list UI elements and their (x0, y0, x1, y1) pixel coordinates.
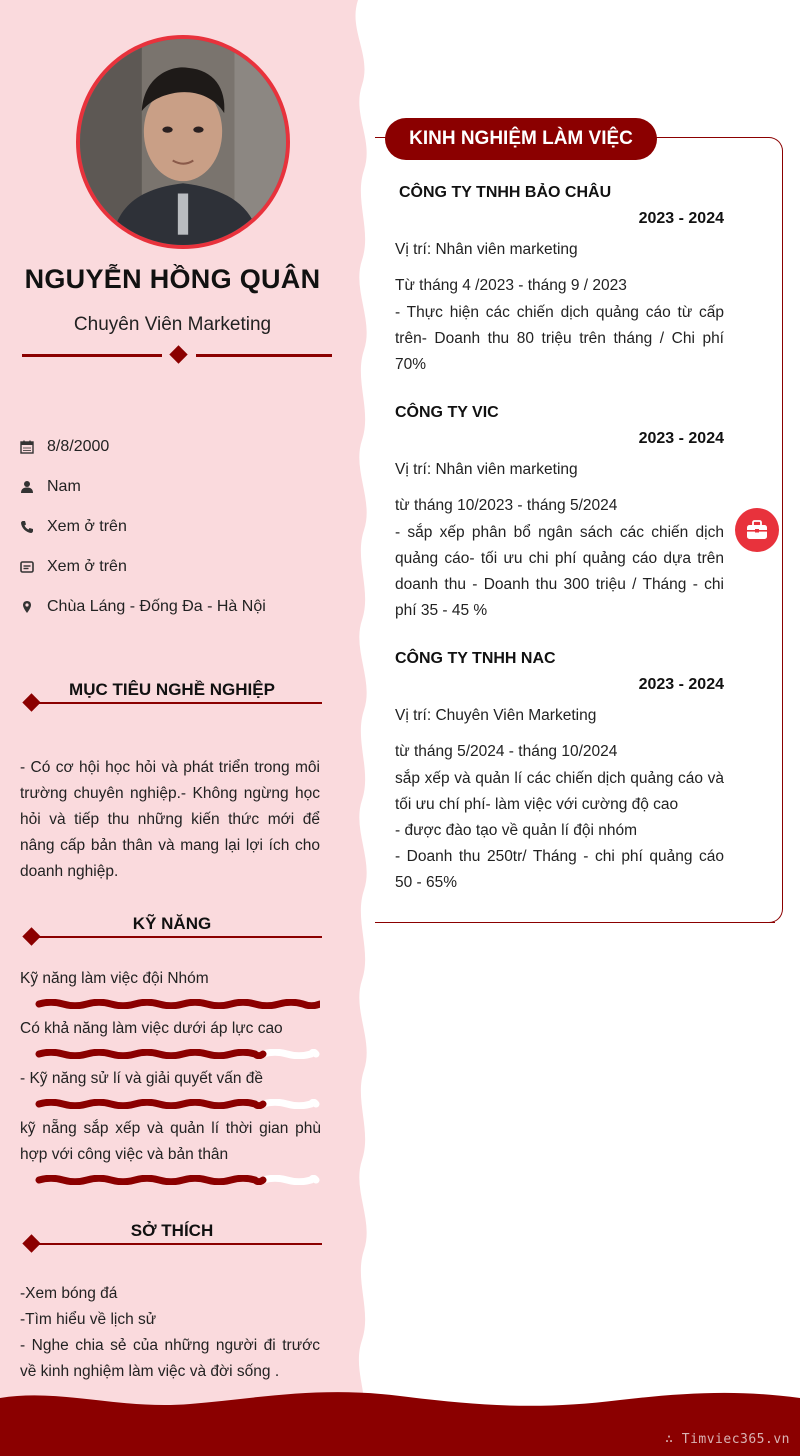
skill-level-bar (35, 999, 320, 1009)
job-entry (395, 184, 724, 378)
job-entry (395, 650, 724, 896)
objective-text: - Có cơ hội học hỏi và phát triển trong môi trường chuyên nghiệp.- Không ngừng học hỏi và tiếp thu những kiến thức mới để nâng cấp bản thân và mang lại lợi ích cho doanh nghiệp. (20, 759, 320, 880)
contact-birthday (20, 436, 109, 458)
skill-bar-fill (39, 1178, 263, 1182)
brand-watermark: ∴ Timviec365.vn (665, 1432, 790, 1447)
skill-name: Kỹ năng làm việc đội Nhóm (20, 970, 209, 987)
job-years: 2023 - 2024 (638, 676, 724, 693)
contact-address (20, 596, 266, 618)
skill-level-bar (35, 1175, 320, 1185)
job-position: Vị trí: Nhân viên marketing (395, 461, 578, 478)
skill-bar-fill (39, 1102, 263, 1106)
contact-phone (20, 516, 127, 538)
avatar-photo (80, 39, 286, 245)
full-name: NGUYỄN HỒNG QUÂN (24, 264, 321, 294)
skill-name: kỹ nẵng sắp xếp và quản lí thời gian phù hợp với công việc và bản thân (20, 1120, 321, 1163)
phone-icon (20, 520, 34, 534)
experience-box-corner (375, 137, 385, 157)
job-description-line: Từ tháng 4 /2023 - tháng 9 / 2023 (395, 277, 627, 294)
job-description-line: - Doanh thu 250tr/ Tháng - chi phí quảng cáo 50 - 65% (395, 848, 724, 891)
hobby-item: - Nghe chia sẻ của những người đi trước về kinh nghiệm làm việc và đời sống . (20, 1337, 320, 1380)
job-position: Vị trí: Nhân viên marketing (395, 241, 578, 258)
user-icon (20, 480, 34, 494)
job-description-line: - được đào tạo về quản lí đội nhóm (395, 822, 637, 839)
job-description-line: từ tháng 10/2023 - tháng 5/2024 (395, 497, 618, 514)
job-company: CÔNG TY TNHH NAC (395, 650, 556, 667)
job-years: 2023 - 2024 (638, 210, 724, 227)
skill-bar-remaining (263, 1052, 316, 1056)
skills-header (22, 914, 322, 942)
skill-level-bar (35, 1049, 320, 1059)
experience-box-bottom (375, 922, 775, 923)
hobbies-list (20, 1281, 320, 1385)
skills-heading: KỸ NĂNG (132, 914, 212, 933)
name-divider (22, 345, 332, 365)
job-title: Chuyên Viên Marketing (73, 314, 272, 335)
contact-email (20, 556, 127, 578)
job-description-line: - Thực hiện các chiến dịch quảng cáo từ cấp trên- Doanh thu 80 triệu trên tháng / Chi phí 70% (395, 304, 724, 373)
skill-bar-remaining (263, 1178, 316, 1182)
contact-birthday-text: 8/8/2000 (47, 438, 110, 455)
contact-address-text: Chùa Láng - Đống Đa - Hà Nội (47, 598, 266, 615)
job-company: CÔNG TY TNHH BẢO CHÂU (399, 184, 612, 201)
skill-level-bar (35, 1099, 320, 1109)
skill-bar-fill (39, 1052, 263, 1056)
contact-gender (20, 476, 81, 498)
job-position: Vị trí: Chuyên Viên Marketing (395, 707, 597, 724)
hobby-item: -Xem bóng đá (20, 1285, 118, 1302)
job-years: 2023 - 2024 (638, 430, 724, 447)
contact-phone-text: Xem ở trên (47, 518, 127, 535)
hobbies-header (22, 1221, 322, 1249)
briefcase-icon (735, 508, 779, 552)
location-icon (20, 600, 34, 614)
hobbies-heading: SỞ THÍCH (130, 1221, 214, 1240)
skill-name: - Kỹ năng sử lí và giải quyết vấn đề (20, 1070, 264, 1087)
job-description-line: sắp xếp và quản lí các chiến dịch quảng cáo và tối ưu chí phí- làm việc với cường độ cao (395, 770, 724, 813)
skill-name: Có khả năng làm việc dưới áp lực cao (20, 1020, 283, 1037)
avatar (76, 35, 290, 249)
job-description-line: từ tháng 5/2024 - tháng 10/2024 (395, 743, 618, 760)
contact-email-text: Xem ở trên (47, 558, 127, 575)
contact-gender-text: Nam (47, 478, 81, 495)
skill-bar-remaining (263, 1102, 316, 1106)
objective-heading: MỤC TIÊU NGHỀ NGHIỆP (69, 680, 275, 699)
skill-bar-fill (39, 1002, 320, 1006)
objective-header (22, 680, 322, 708)
email-icon (20, 560, 34, 574)
calendar-icon (20, 440, 34, 454)
experience-heading: KINH NGHIỆM LÀM VIỆC (385, 118, 657, 160)
job-entry (395, 404, 724, 624)
job-description-line: - sắp xếp phân bổ ngân sách các chiến dịch quảng cáo- tối ưu chi phí quảng cáo dựa trên doanh thu - Doanh thu 300 triệu / Tháng - chi phí 35 - 45 % (395, 524, 724, 619)
hobby-item: -Tìm hiểu về lịch sử (20, 1311, 157, 1328)
job-company: CÔNG TY VIC (395, 404, 499, 421)
